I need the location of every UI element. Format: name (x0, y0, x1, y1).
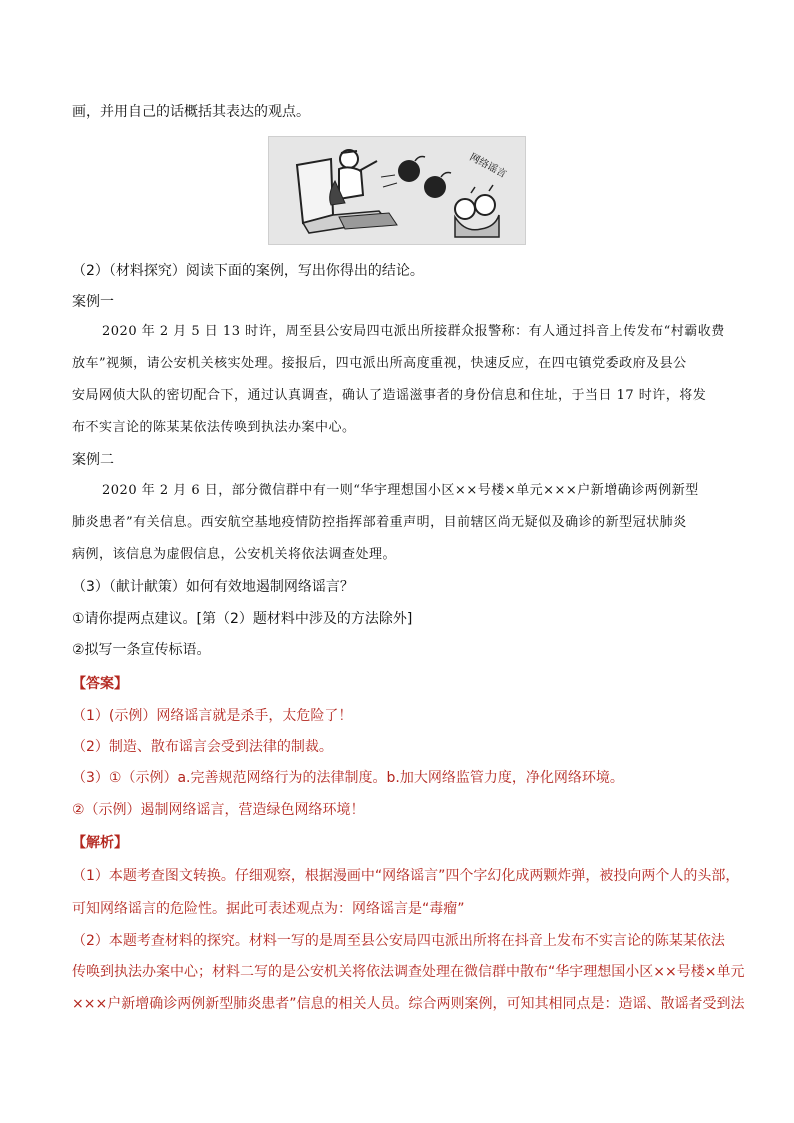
cartoon-image (268, 136, 526, 245)
question-3-part-2: ②拟写一条宣传标语。 (72, 642, 211, 658)
case1-line: 2020 年 2 月 5 日 13 时许，周至县公安局四屯派出所接群众报警称：有人通过抖音上传发布“村霸收费 (102, 324, 725, 339)
case2-line: 肺炎患者”有关信息。西安航空基地疫情防控指挥部着重声明，目前辖区尚无疑似及确诊的新型冠状肺炎 (72, 515, 687, 530)
answer-heading: 【答案】 (72, 676, 128, 692)
analysis-line: 可知网络谣言的危险性。据此可表述观点为：网络谣言是“毒瘤” (72, 901, 465, 917)
analysis-line: （2）本题考查材料的探究。材料一写的是周至县公安局四屯派出所将在抖音上发布不实言论的陈某某依法 (72, 933, 725, 949)
case1-line: 放车”视频，请公安机关核实处理。接报后，四屯派出所高度重视，快速反应，在四屯镇党委政府及县公 (72, 356, 687, 371)
analysis-line: 传唤到执法办案中心；材料二写的是公安机关将依法调查处理在微信群中散布“华宇理想国小区××号楼×单元 (72, 964, 745, 980)
analysis-heading: 【解析】 (72, 835, 128, 851)
analysis-line: ×××户新增确诊两例新型肺炎患者”信息的相关人员。综合两则案例，可知其相同点是：造谣、散谣者受到法 (72, 996, 745, 1012)
case2-line: 病例，该信息为虚假信息，公安机关将依法调查处理。 (72, 547, 397, 562)
case1-line: 安局网侦大队的密切配合下，通过认真调查，确认了造谣滋事者的身份信息和住址，于当日 17 时许，将发 (72, 388, 707, 403)
intro-text: 画，并用自己的话概括其表达的观点。 (72, 104, 310, 120)
answer-2: （2）制造、散布谣言会受到法律的制裁。 (72, 739, 333, 755)
cartoon-label: 网络谣言 (467, 151, 509, 181)
question-3: （3）（献计献策）如何有效地遏制网络谣言？ (72, 579, 354, 595)
answer-3: （3）①（示例）a.完善规范网络行为的法律制度。b.加大网络监管力度，净化网络环境。 (72, 770, 624, 786)
question-3-part-1: ①请你提两点建议。[第（2）题材料中涉及的方法除外] (72, 611, 413, 627)
case1-title: 案例一 (72, 294, 114, 310)
question-2: （2）（材料探究）阅读下面的案例，写出你得出的结论。 (72, 263, 424, 279)
analysis-line: （1）本题考查图文转换。仔细观察，根据漫画中“网络谣言”四个字幻化成两颗炸弹，被投向两个人的头部， (72, 868, 740, 884)
cartoon-illustration (269, 137, 525, 244)
case2-title: 案例二 (72, 452, 114, 468)
answer-1: （1）(示例）网络谣言就是杀手，太危险了！ (72, 708, 353, 724)
case2-line: 2020 年 2 月 6 日，部分微信群中有一则“华宇理想国小区××号楼×单元×××户新增确诊两例新型 (102, 483, 699, 498)
answer-4: ②（示例）遏制网络谣言，营造绿色网络环境！ (72, 802, 365, 818)
case1-line: 布不实言论的陈某某依法传唤到执法办案中心。 (72, 420, 356, 435)
